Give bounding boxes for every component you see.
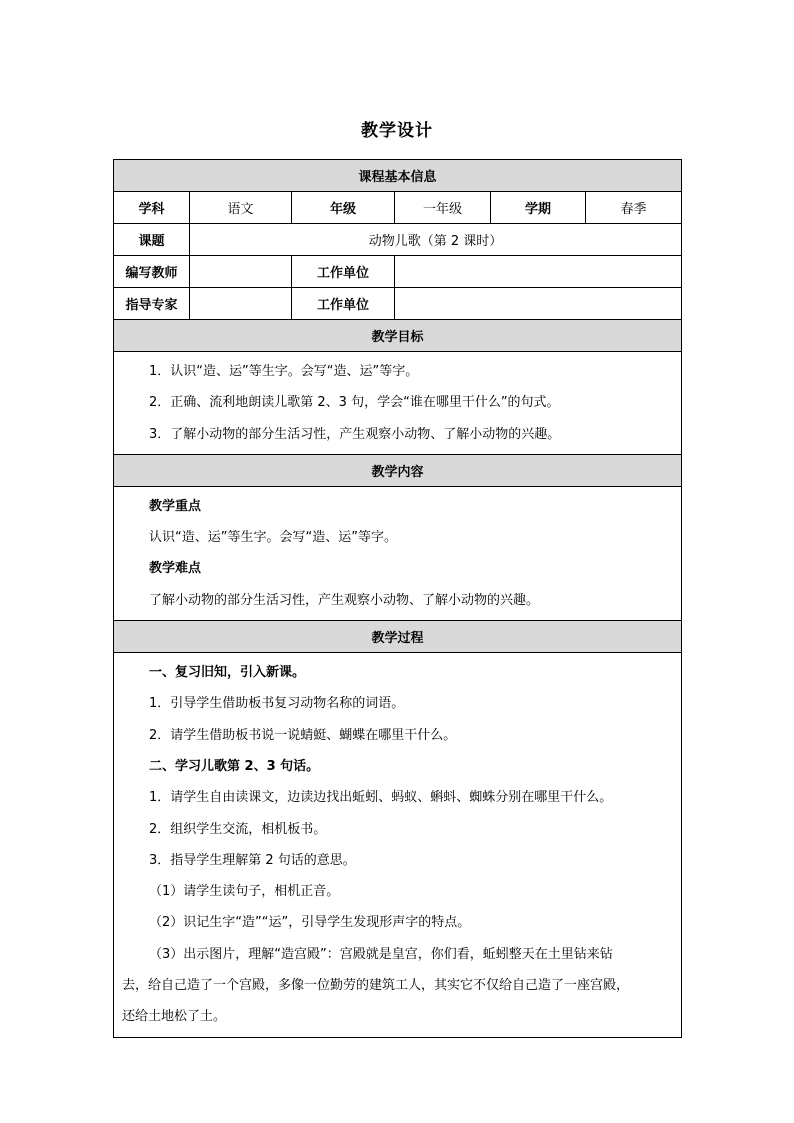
process-sub-item-line: （3）出示图片，理解“造宫殿”：宫殿就是皇宫，你们看，蚯蚓整天在土里钻来钻 [149,946,613,962]
document-title: 教学设计 [361,121,433,141]
lesson-plan-table [113,159,682,1038]
grade-value: 一年级 [395,192,491,224]
goals-block [114,352,682,455]
process-sub-item: （2）识记生字“造”“运”，引导学生发现形声字的特点。 [149,915,471,931]
expert-value [190,288,292,320]
key-points-text: 认识“造、运”等生字。会写“造、运”等字。 [149,530,397,546]
difficulties-heading: 教学难点 [149,561,202,577]
subject-value: 语文 [190,192,292,224]
work-unit-value [395,288,682,320]
goal-item: 1．认识“造、运”等生字。会写“造、运”等字。 [149,364,419,379]
work-unit-value [395,256,682,288]
section-basic-info: 课程基本信息 [114,160,682,192]
work-unit-label: 工作单位 [292,256,395,288]
key-points-heading: 教学重点 [149,498,202,514]
section-content: 教学内容 [114,454,682,486]
process-block [114,653,682,1038]
content-block [114,486,682,620]
process-item: 1．请学生自由读课文，边读边找出蚯蚓、蚂蚁、蝌蚪、蜘蛛分别在哪里干什么。 [149,790,613,806]
difficulties-text: 了解小动物的部分生活习性，产生观察小动物、了解小动物的兴趣。 [149,592,540,608]
subject-label: 学科 [114,192,190,224]
process-step-heading: 二、学习儿歌第 2、3 句话。 [149,758,320,774]
process-step-heading: 一、复习旧知，引入新课。 [149,665,306,681]
teacher-label: 编写教师 [114,256,190,288]
goal-item: 2．正确、流利地朗读儿歌第 2、3 句，学会“谁在哪里干什么”的句式。 [149,395,560,411]
process-item: 2．请学生借助板书说一说蜻蜓、蝴蝶在哪里干什么。 [149,727,457,743]
work-unit-label: 工作单位 [292,288,395,320]
section-goals: 教学目标 [114,320,682,352]
goal-item: 3．了解小动物的部分生活习性，产生观察小动物、了解小动物的兴趣。 [149,426,561,442]
section-process: 教学过程 [114,621,682,653]
expert-label: 指导专家 [114,288,190,320]
process-sub-item-line: 去，给自己造了一个宫殿，多像一位勤劳的建筑工人，其实它不仅给自己造了一座宫殿， [122,978,630,994]
term-value: 春季 [586,192,682,224]
process-item: 3．指导学生理解第 2 句话的意思。 [149,852,356,868]
process-item: 2．组织学生交流，相机板书。 [149,821,327,837]
grade-label: 年级 [292,192,395,224]
teacher-value [190,256,292,288]
term-label: 学期 [491,192,586,224]
process-sub-item: （1）请学生读句子，相机正音。 [149,884,340,900]
topic-value: 动物儿歌（第 2 课时） [190,224,682,256]
process-item: 1．引导学生借助板书复习动物名称的词语。 [149,696,405,712]
process-sub-item-line: 还给土地松了土。 [122,1009,227,1025]
topic-label: 课题 [114,224,190,256]
